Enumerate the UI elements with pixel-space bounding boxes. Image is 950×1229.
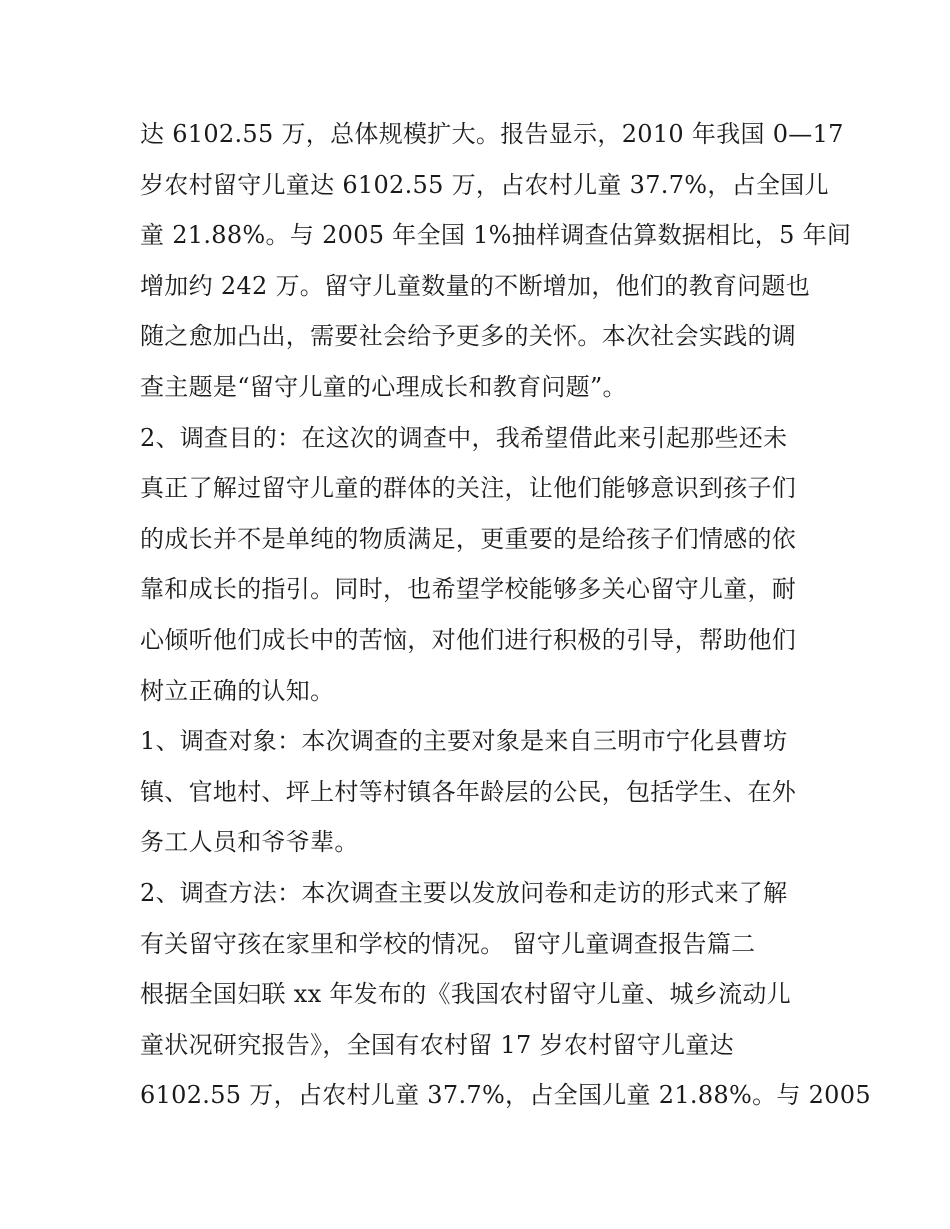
text-line: 6102.55 万，占农村儿童 37.7%，占全国儿童 21.88%。与 2005 [140,1081,871,1110]
text-line: 心倾听他们成长中的苦恼，对他们进行积极的引导，帮助他们 [140,625,797,654]
text-line: 真正了解过留守儿童的群体的关注，让他们能够意识到孩子们 [140,474,797,503]
text-line: 有关留守孩在家里和学校的情况。 留守儿童调查报告篇二 [140,929,756,958]
body-text [140,109,871,1121]
text-line: 靠和成长的指引。同时，也希望学校能够多关心留守儿童，耐 [140,575,797,604]
text-line: 树立正确的认知。 [140,676,335,705]
text-line: 岁农村留守儿童达 6102.55 万，占农村儿童 37.7%，占全国儿 [140,170,829,199]
text-line: 童状况研究报告》，全国有农村留 17 岁农村留守儿童达 [140,1030,734,1059]
text-line: 达 6102.55 万，总体规模扩大。报告显示，2010 年我国 0—17 [140,120,844,148]
text-line: 根据全国妇联 xx 年发布的《我国农村留守儿童、城乡流动儿 [140,980,792,1009]
text-line: 随之愈加凸出，需要社会给予更多的关怀。本次社会实践的调 [140,322,797,351]
text-line: 的成长并不是单纯的物质满足，更重要的是给孩子们情感的依 [140,524,797,553]
text-line: 童 21.88%。与 2005 年全国 1%抽样调查估算数据相比，5 年间 [140,221,852,250]
text-line: 务工人员和爷爷辈。 [140,828,359,857]
text-line: 2、调查目的：在这次的调查中，我希望借此来引起那些还未 [140,423,788,452]
text-line: 1、调查对象：本次调查的主要对象是来自三明市宁化县曹坊 [140,727,788,756]
text-line: 增加约 242 万。留守儿童数量的不断增加，他们的教育问题也 [140,271,811,300]
text-line: 2、调查方法：本次调查主要以发放问卷和走访的形式来了解 [140,878,788,907]
text-line: 镇、官地村、坪上村等村镇各年龄层的公民，包括学生、在外 [140,777,797,806]
text-line: 查主题是“留守儿童的心理成长和教育问题”。 [140,372,627,401]
